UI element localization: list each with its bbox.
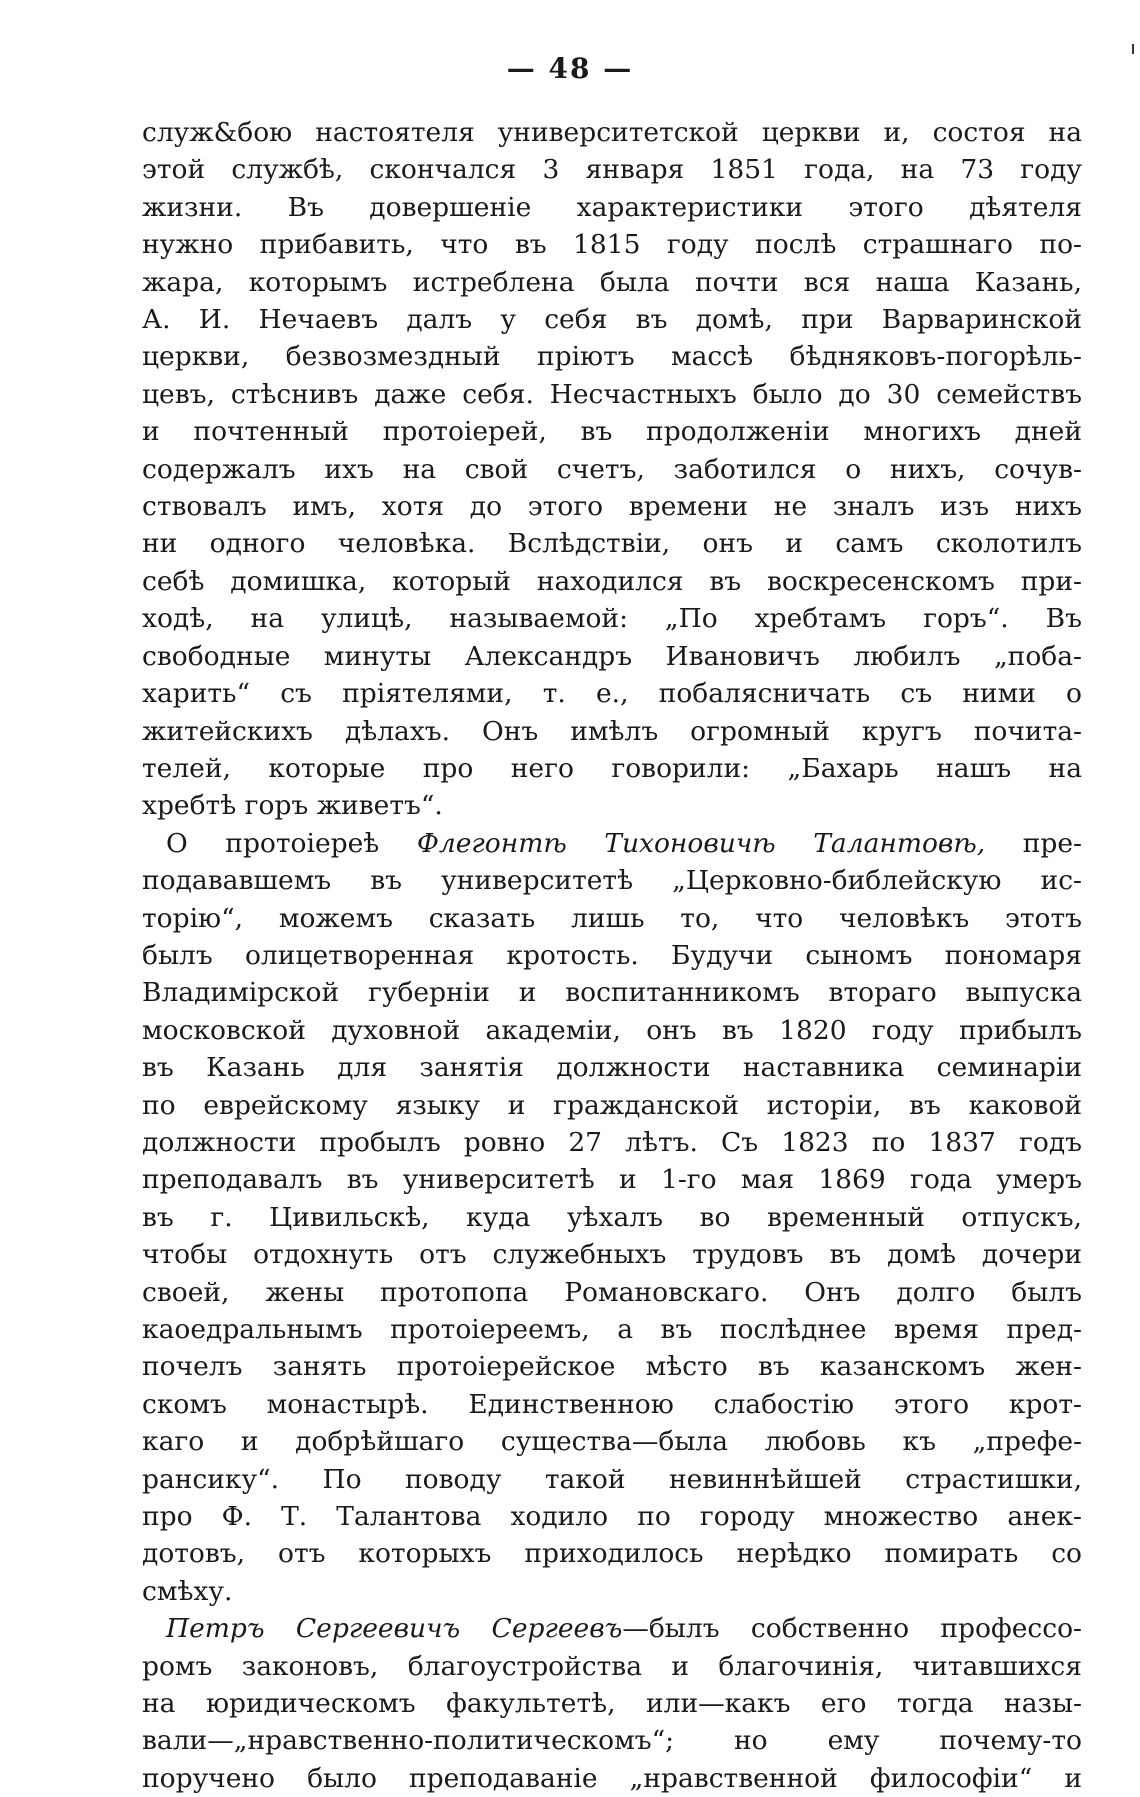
text-line: ни одного человѣка. Вслѣдствіи, онъ и самъ сколотилъ bbox=[142, 528, 1082, 560]
text-line: содержалъ ихъ на свой счетъ, заботился о нихъ, сочув- bbox=[142, 453, 1082, 485]
page-number: — 48 — bbox=[506, 52, 634, 85]
text-line: своей, жены протопопа Романовскаго. Онъ долго былъ bbox=[142, 1276, 1082, 1308]
text-line: свободные минуты Александръ Ивановичъ любилъ „поба- bbox=[142, 640, 1082, 672]
text-line: себѣ домишка, который находился въ воскресенскомъ при- bbox=[142, 565, 1082, 597]
text-line: московской духовной академіи, онъ въ 1820 году прибылъ bbox=[142, 1014, 1082, 1046]
text-line: почелъ занять протоіерейское мѣсто въ казанскомъ жен- bbox=[142, 1351, 1082, 1383]
text-line: чтобы отдохнуть отъ служебныхъ трудовъ въ домѣ дочери bbox=[142, 1239, 1082, 1271]
text-line: житейскихъ дѣлахъ. Онъ имѣлъ огромный кругъ почита- bbox=[142, 715, 1082, 747]
text-line: этой службѣ, скончался 3 января 1851 года, на 73 году bbox=[142, 154, 1082, 186]
text-line: телей, которые про него говорили: „Бахарь нашъ на bbox=[142, 752, 1082, 784]
text-line: поручено было преподаваніе „нравственной философіи“ и bbox=[142, 1762, 1082, 1794]
text-line: на юридическомъ факультетѣ, или—какъ его тогда назы- bbox=[142, 1688, 1082, 1720]
text-line: былъ олицетворенная кротость. Будучи сыномъ пономаря bbox=[142, 939, 1082, 971]
text-line: про Ф. Т. Талантова ходило по городу множество анек- bbox=[142, 1501, 1082, 1533]
text-line: въ Казань для занятія должности наставника семинаріи bbox=[142, 1052, 1082, 1084]
text-line: А. И. Нечаевъ далъ у себя въ домѣ, при Варваринской bbox=[142, 304, 1082, 336]
text-line: по еврейскому языку и гражданской исторіи, въ каковой bbox=[142, 1089, 1082, 1121]
text-line: харить“ съ пріятелями, т. е., побалясничать съ ними о bbox=[142, 678, 1082, 710]
text-line: жара, которымъ истреблена была почти вся наша Казань, bbox=[142, 266, 1082, 298]
text-line: служ&бою настоятеля университетской церкви и, состоя на bbox=[142, 117, 1082, 148]
text-line: жизни. Въ довершеніе характеристики этого дѣятеля bbox=[142, 191, 1082, 223]
text-line: церкви, безвозмездный пріютъ массѣ бѣдняковъ-погорѣль- bbox=[142, 341, 1082, 373]
body-text bbox=[142, 114, 1082, 1797]
text-line: и почтенный протоіерей, въ продолженіи многихъ дней bbox=[142, 416, 1082, 448]
text-line: ходѣ, на улицѣ, называемой: „По хребтамъ горъ“. Въ bbox=[142, 603, 1082, 635]
text-line: рансику“. По поводу такой невиннѣйшей страстишки, bbox=[142, 1463, 1082, 1495]
text-line: скомъ монастырѣ. Единственною слабостію этого крот- bbox=[142, 1388, 1082, 1420]
text-line: преподавалъ въ университетѣ и 1-го мая 1869 года умеръ bbox=[142, 1164, 1082, 1196]
text-line: смѣху. bbox=[142, 1575, 233, 1607]
text-line: хребтѣ горъ живетъ“. bbox=[142, 790, 443, 822]
text-line: каго и добрѣйшаго существа—была любовь къ „префе- bbox=[142, 1426, 1082, 1458]
text-line: ствовалъ имъ, хотя до этого времени не зналъ изъ нихъ bbox=[142, 491, 1082, 523]
text-line: нужно прибавить, что въ 1815 году послѣ страшнаго по- bbox=[142, 229, 1082, 261]
text-line: вали—„нравственно-политическомъ“; но ему почему-то bbox=[142, 1725, 1082, 1757]
text-line: подававшемъ въ университетѣ „Церковно-библейскую ис- bbox=[142, 865, 1082, 897]
text-line: О протоіереѣ Флегонтѣ Тихоновичѣ Талантовѣ, пре- bbox=[166, 827, 1082, 859]
text-line: каоедральнымъ протоіереемъ, а въ послѣднее время пред- bbox=[142, 1314, 1082, 1345]
text-line: цевъ, стѣснивъ даже себя. Несчастныхъ было до 30 семействъ bbox=[142, 378, 1082, 410]
text-line: въ г. Цивильскѣ, куда уѣхалъ во временный отпускъ, bbox=[142, 1201, 1082, 1233]
text-line: торію“, можемъ сказать лишь то, что человѣкъ этотъ bbox=[142, 902, 1082, 934]
text-line: Петръ Сергеевичъ Сергеевъ—былъ собственно профессо- bbox=[166, 1613, 1082, 1645]
text-line: ромъ законовъ, благоустройства и благочинія, читавшихся bbox=[142, 1650, 1082, 1682]
text-line: дотовъ, отъ которыхъ приходилось нерѣдко помирать со bbox=[142, 1538, 1082, 1570]
text-line: Владимірской губерніи и воспитанникомъ втораго выпуска bbox=[142, 977, 1082, 1009]
text-line: должности пробылъ ровно 27 лѣтъ. Съ 1823 по 1837 годъ bbox=[142, 1126, 1082, 1158]
